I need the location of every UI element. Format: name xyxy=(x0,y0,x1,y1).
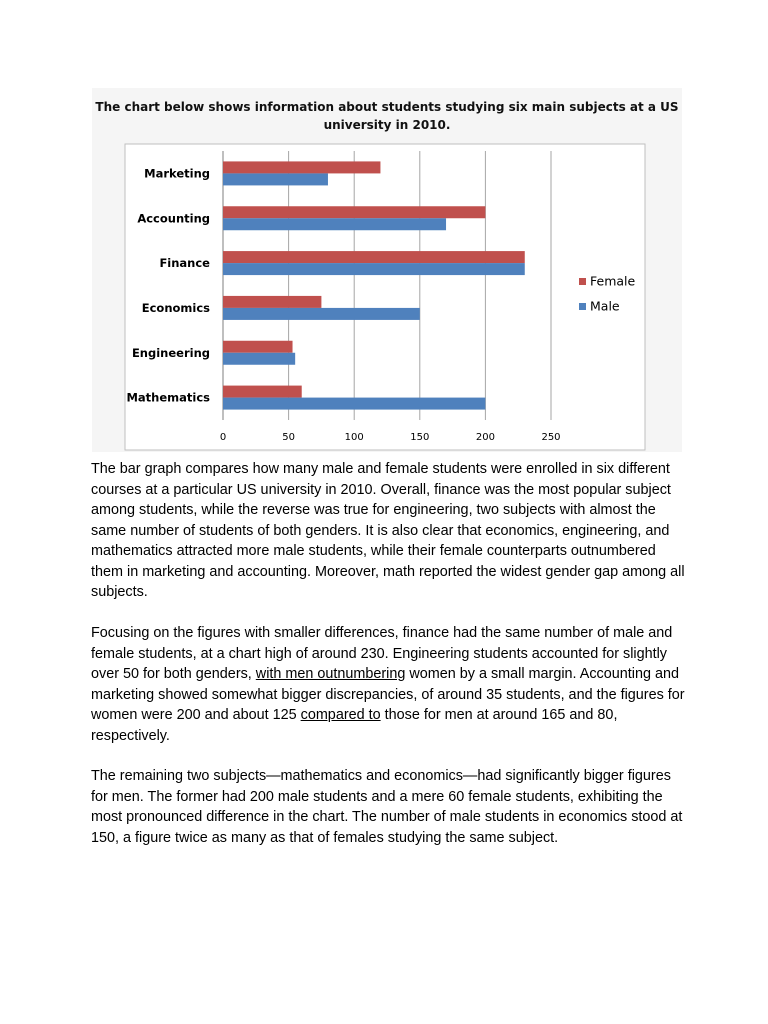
category-label: Finance xyxy=(159,256,210,271)
x-tick-label: 250 xyxy=(541,432,561,443)
bar-male xyxy=(223,308,420,320)
bar-female xyxy=(223,296,321,308)
chart-figure xyxy=(92,88,682,452)
x-tick-label: 150 xyxy=(410,432,430,443)
category-label: Mathematics xyxy=(126,390,210,405)
paragraph-1 xyxy=(91,459,691,603)
category-label: Economics xyxy=(141,300,210,315)
legend-label: Male xyxy=(590,298,620,314)
bar-female xyxy=(223,161,380,173)
text-segment: Focusing on the figures with smaller differences, finance had the same number of male and female students, at a chart high of around 230. Engineering students accounted for slightly over 50 for both genders, xyxy=(91,625,673,682)
chart-title: The chart below shows information about students studying six main subjects at a US university in 2010. xyxy=(95,100,679,132)
category-label: Accounting xyxy=(137,211,210,226)
text-segment: The remaining two subjects—mathematics and economics—had significantly bigger figures for men. The former had 200 male students and a mere 60 female students, exhibiting the most pronounced difference in the chart. The number of male students in economics stood at 150, a figure twice as many as that of females studying the same subject. xyxy=(91,768,683,846)
legend-swatch xyxy=(579,303,586,310)
paragraph-2 xyxy=(91,623,691,746)
bar-female xyxy=(223,341,293,353)
x-tick-label: 200 xyxy=(475,432,495,443)
text-segment: those for men at around 165 and 80, respectively. xyxy=(91,707,618,744)
category-label: Engineering xyxy=(131,345,210,360)
bar-female xyxy=(223,251,525,263)
x-tick-label: 100 xyxy=(344,432,364,443)
bar-chart xyxy=(92,88,682,452)
underlined-phrase: with men outnumbering xyxy=(255,666,406,682)
x-tick-label: 0 xyxy=(219,432,227,443)
bar-male xyxy=(223,173,328,185)
legend-swatch xyxy=(579,278,586,285)
legend-label: Female xyxy=(590,273,636,289)
bar-female xyxy=(223,386,302,398)
x-tick-label: 50 xyxy=(282,432,295,443)
bar-male xyxy=(223,398,485,410)
bar-female xyxy=(223,206,485,218)
underlined-phrase: compared to xyxy=(300,707,381,723)
bar-male xyxy=(223,263,525,275)
category-label: Marketing xyxy=(144,166,210,181)
bar-male xyxy=(223,218,446,230)
text-segment: The bar graph compares how many male and female students were enrolled in six different courses at a particular US university in 2010. Overall, finance was the most popular subject among students, while the reverse was true for engineering, two subjects with almost the same number of students of both genders. It is also clear that economics, engineering, and mathematics attracted more male students, while their female counterparts outnumbered them in marketing and accounting. Moreover, math reported the widest gender gap among all subjects. xyxy=(91,461,685,600)
bar-male xyxy=(223,353,295,365)
text-segment: women by a small margin. Accounting and marketing showed somewhat bigger discrepancies, of around 35 students, and the figures for women were 200 and about 125 xyxy=(91,666,685,723)
paragraph-3 xyxy=(91,766,691,848)
